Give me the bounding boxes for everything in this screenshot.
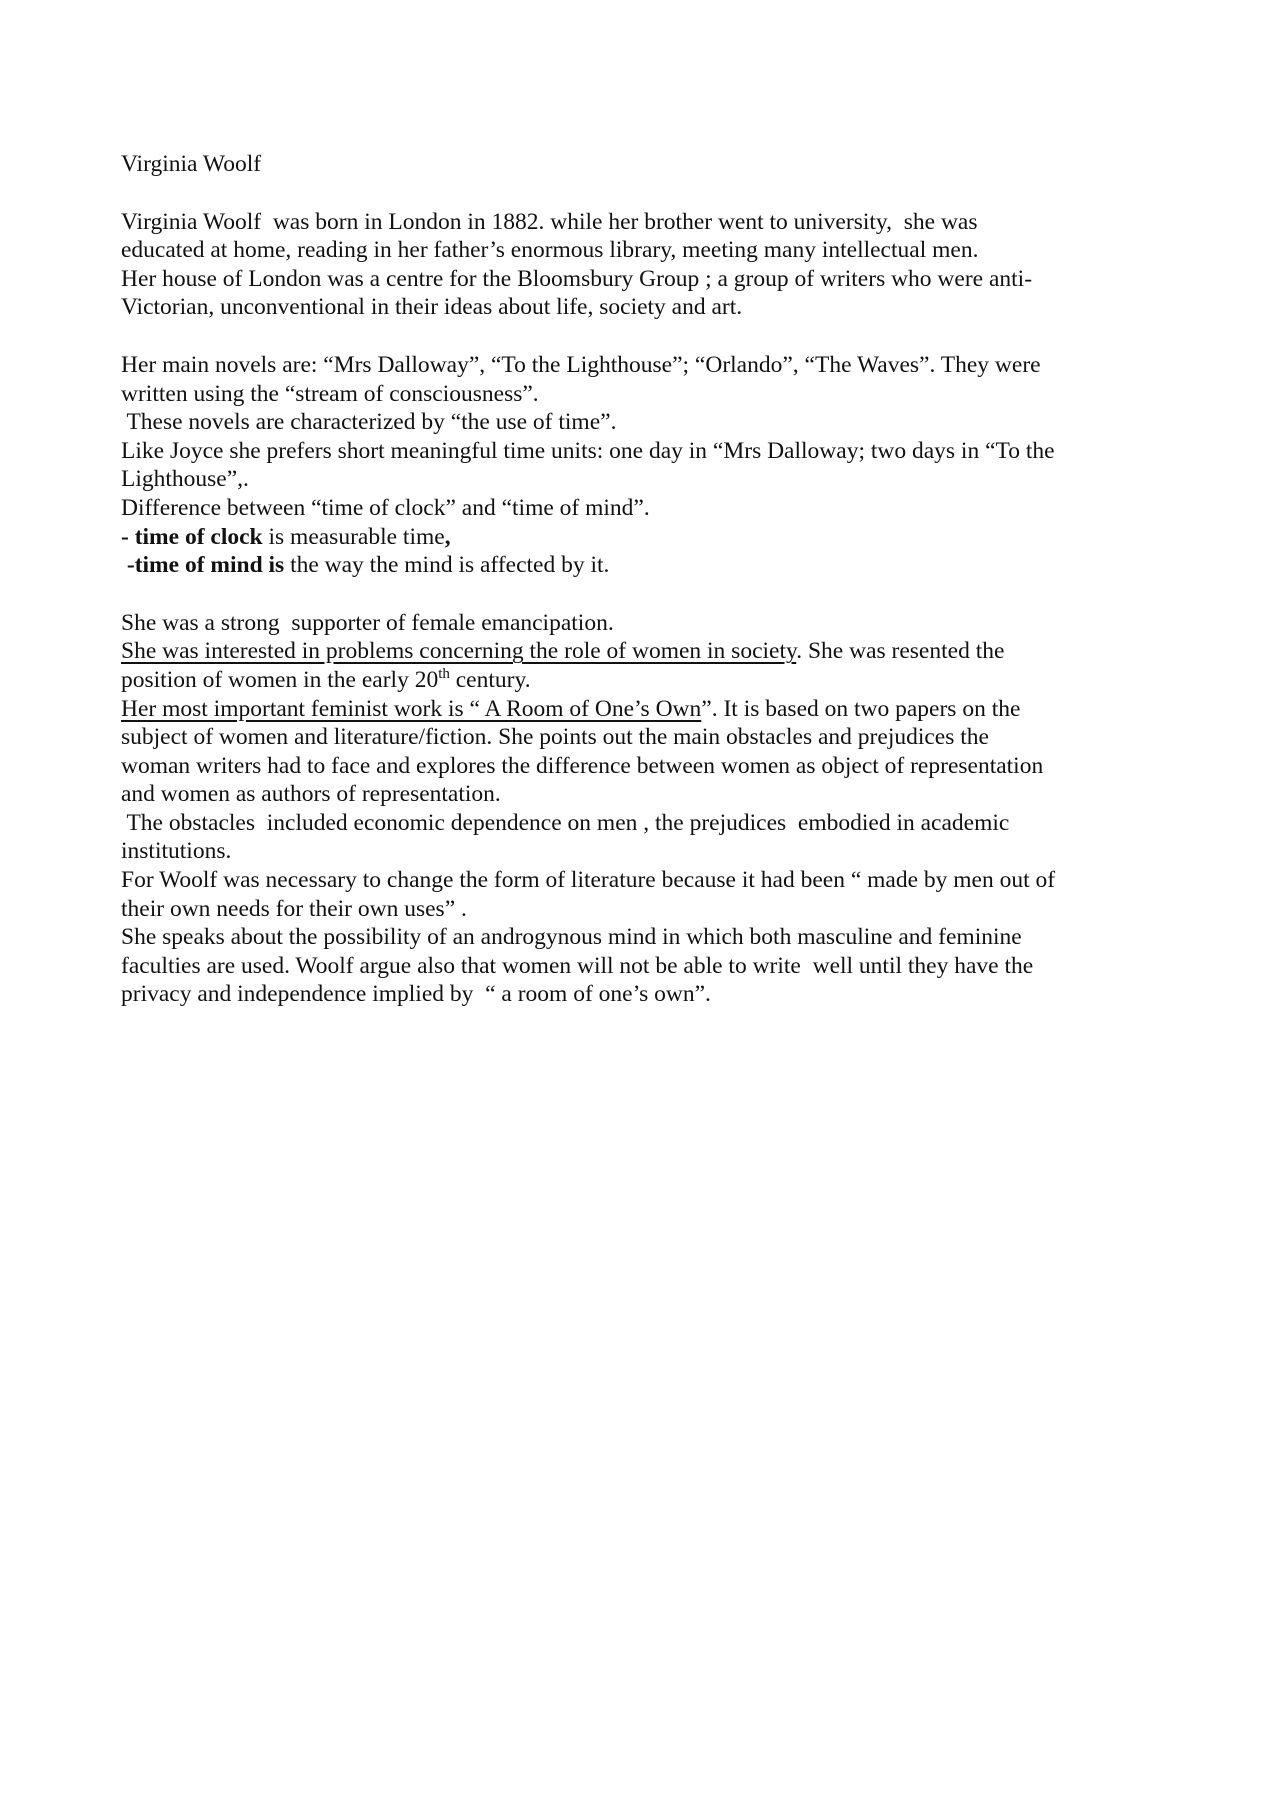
text-line: Her house of London was a centre for the Bloomsbury Group ; a group of writers who were anti- bbox=[121, 265, 1033, 292]
definition-text: is measurable time bbox=[262, 523, 445, 550]
paragraph-biography bbox=[121, 208, 1181, 322]
text-line: The obstacles included economic dependence on men , the prejudices embodied in academic bbox=[121, 809, 1010, 836]
text-line: written using the “stream of consciousness”. bbox=[121, 380, 539, 407]
superscript: th bbox=[438, 665, 450, 682]
text-line bbox=[121, 695, 1181, 724]
paragraph-gap bbox=[121, 580, 1181, 609]
text-span: ”. It is based on two papers on the bbox=[701, 695, 1021, 722]
text-span: century. bbox=[449, 666, 531, 693]
document-page bbox=[121, 150, 1181, 1009]
text-line: These novels are characterized by “the use of time”. bbox=[121, 409, 617, 436]
bold-comma: , bbox=[444, 523, 451, 550]
underlined-text: Her most important feminist work is “ A Room of One’s Own bbox=[121, 695, 702, 722]
text-line: subject of women and literature/fiction. She points out the main obstacles and prejudices the bbox=[121, 724, 989, 751]
time-of-mind-line bbox=[121, 551, 1181, 580]
paragraph-feminism bbox=[121, 609, 1181, 1009]
definition-text: the way the mind is affected by it. bbox=[284, 552, 610, 579]
document-title: Virginia Woolf bbox=[121, 151, 262, 177]
bullet-prefix: - bbox=[121, 552, 135, 579]
paragraph-gap bbox=[121, 179, 1181, 208]
text-line: and women as authors of representation. bbox=[121, 781, 501, 808]
bold-term: time of clock bbox=[134, 523, 263, 550]
text-span: position of women in the early 20 bbox=[121, 666, 439, 693]
text-line bbox=[121, 637, 1181, 666]
text-line: educated at home, reading in her father’s enormous library, meeting many intellectual men. bbox=[121, 237, 979, 264]
text-span: . She was resented the bbox=[796, 638, 1005, 665]
text-line: She speaks about the possibility of an androgynous mind in which both masculine and feminine bbox=[121, 924, 1022, 951]
underlined-text: She was interested in problems concerning the role of women in society bbox=[121, 638, 797, 665]
text-line: institutions. bbox=[121, 838, 232, 865]
text-line: faculties are used. Woolf argue also that women will not be able to write well until they have the bbox=[121, 952, 1034, 979]
paragraph-novels bbox=[121, 351, 1181, 580]
text-line: Victorian, unconventional in their ideas about life, society and art. bbox=[121, 294, 743, 321]
text-line: Virginia Woolf was born in London in 1882. while her brother went to university, she was bbox=[121, 208, 978, 235]
text-line: Difference between “time of clock” and “time of mind”. bbox=[121, 494, 650, 521]
text-line: For Woolf was necessary to change the form of literature because it had been “ made by men out of bbox=[121, 867, 1056, 894]
text-line: woman writers had to face and explores the difference between women as object of representation bbox=[121, 752, 1044, 779]
text-line: She was a strong supporter of female emancipation. bbox=[121, 609, 614, 636]
bold-term: time of mind is bbox=[134, 552, 285, 579]
text-line: Like Joyce she prefers short meaningful time units: one day in “Mrs Dalloway; two days in “To the bbox=[121, 437, 1055, 464]
time-of-clock-line bbox=[121, 523, 1181, 552]
text-line bbox=[121, 666, 1181, 695]
text-line: Her main novels are: “Mrs Dalloway”, “To the Lighthouse”; “Orlando”, “The Waves”. They were bbox=[121, 351, 1041, 378]
text-line: their own needs for their own uses” . bbox=[121, 895, 467, 922]
text-line: Lighthouse”,. bbox=[121, 466, 249, 493]
paragraph-gap bbox=[121, 322, 1181, 351]
bullet-prefix: - bbox=[121, 523, 135, 550]
text-line: privacy and independence implied by “ a room of one’s own”. bbox=[121, 981, 711, 1008]
